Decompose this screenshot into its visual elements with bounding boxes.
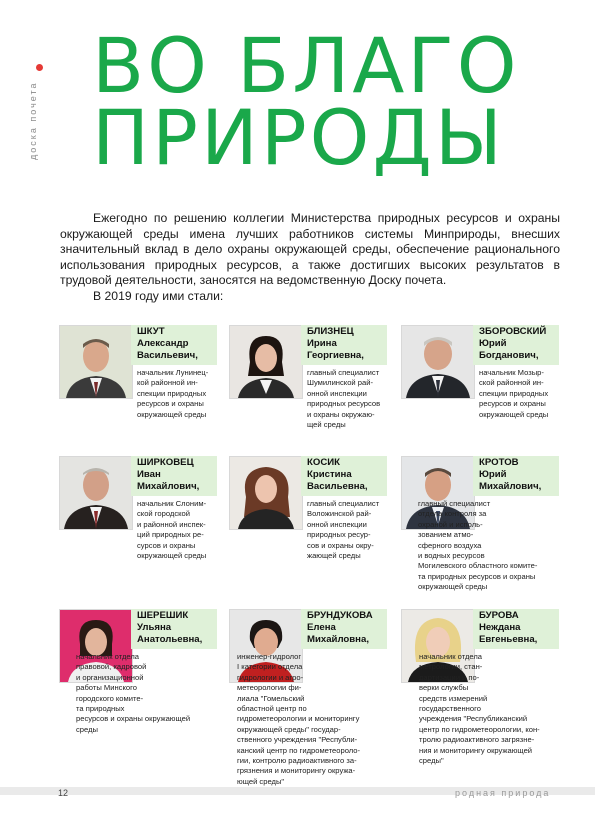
section-label: доска почета xyxy=(28,81,38,160)
person-description: инженер-гидролог I категории отдела гидрологии и агро- метеорологии фи- лиала "Гомельский областной центр по гидрометеорологии и мониторингу окружающей среды" государ- ственного учреждения "Республи- канский центр по гидрометеороло- гии, контролю радиоактивного за- грязнения и мониторингу окружа- ющей среды" xyxy=(237,652,361,786)
person-description: главный специалист Воложинской рай- онной инспекции природных ресур- сов и охраны окру- жающей среды xyxy=(307,499,380,561)
person-name: ЗБОРОВСКИЙ Юрий Богданович, xyxy=(479,326,547,361)
page-title xyxy=(92,21,520,182)
title-line-1: ВО БЛАГО xyxy=(92,21,520,110)
person-photo xyxy=(229,456,303,530)
person-name: ШЕРЕШИК Ульяна Анатольевна, xyxy=(137,610,203,645)
person-name: БЛИЗНЕЦ Ирина Георгиевна, xyxy=(307,326,364,361)
person-name: БУРОВА Неждана Евгеньевна, xyxy=(479,610,538,645)
person-card xyxy=(229,325,399,455)
person-name: ШИРКОВЕЦ Иван Михайлович, xyxy=(137,457,200,492)
person-description: начальник отдела правовой, кадровой и организационной работы Минского городского комите- та природных ресурсов и охраны окружающей среды xyxy=(76,652,191,734)
accent-dot xyxy=(36,64,43,71)
person-name: КОСИК Кристина Васильевна, xyxy=(307,457,368,492)
person-photo xyxy=(59,325,133,399)
intro-paragraph: В 2019 году ими стали: xyxy=(93,288,224,303)
person-card xyxy=(229,609,399,786)
person-photo xyxy=(59,456,133,530)
person-name: БРУНДУКОВА Елена Михайловна, xyxy=(307,610,373,645)
person-description: начальник отдела метрологии, стан- дартизации и по- верки службы средств измерений государственного учреждения "Республиканский центр по гидрометеорологии, кон- тролю радиоактивного загрязне- ния и мониторингу окружающей среды" xyxy=(419,652,540,766)
person-card xyxy=(59,325,229,455)
person-description: начальник Слоним- ской городской и районной инспек- ций природных ре- сурсов и охраны окружающей среды xyxy=(137,499,207,561)
person-description: главный специалист Шумилинской рай- онной инспекции природных ресурсов и охраны окружаю- щей среды xyxy=(307,368,381,430)
title-line-2: ПРИРОДЫ xyxy=(92,93,505,182)
person-card xyxy=(229,456,399,586)
person-card xyxy=(59,456,229,586)
person-description: начальник Лунинец- кой районной ин- спекции природных ресурсов и охраны окружающей среды xyxy=(137,368,209,419)
person-card xyxy=(59,609,229,739)
person-card xyxy=(401,325,571,455)
person-photo xyxy=(401,325,475,399)
person-name: ШКУТ Александр Васильевич, xyxy=(137,326,198,361)
person-card xyxy=(401,609,571,766)
intro-paragraph: Ежегодно по решению коллегии Министерства природных ресурсов и охраны окружающей среды имена лучших работников системы Минприроды, внесших значительный вклад в дело охраны окружающей среды, обеспечение рационального использования природных ресурсов, а также достигших высоких результатов в трудовой деятельности, заносятся на ведомственную Доску почета. xyxy=(60,211,560,287)
person-photo xyxy=(229,325,303,399)
intro-text xyxy=(60,211,560,304)
person-card xyxy=(401,456,571,592)
page-number: 12 xyxy=(58,788,69,798)
magazine-name: родная природа xyxy=(455,788,551,798)
person-description: начальник Мозыр- ской районной ин- спекции природных ресурсов и охраны окружающей среды xyxy=(479,368,549,419)
person-description: главный специалист отдела контроля за охраной и исполь- зованием атмо- сферного воздуха и водных ресурсов Могилевского областного комите- та природных ресурсов и охраны окружающей среды xyxy=(418,499,538,592)
person-name: КРОТОВ Юрий Михайлович, xyxy=(479,457,542,492)
